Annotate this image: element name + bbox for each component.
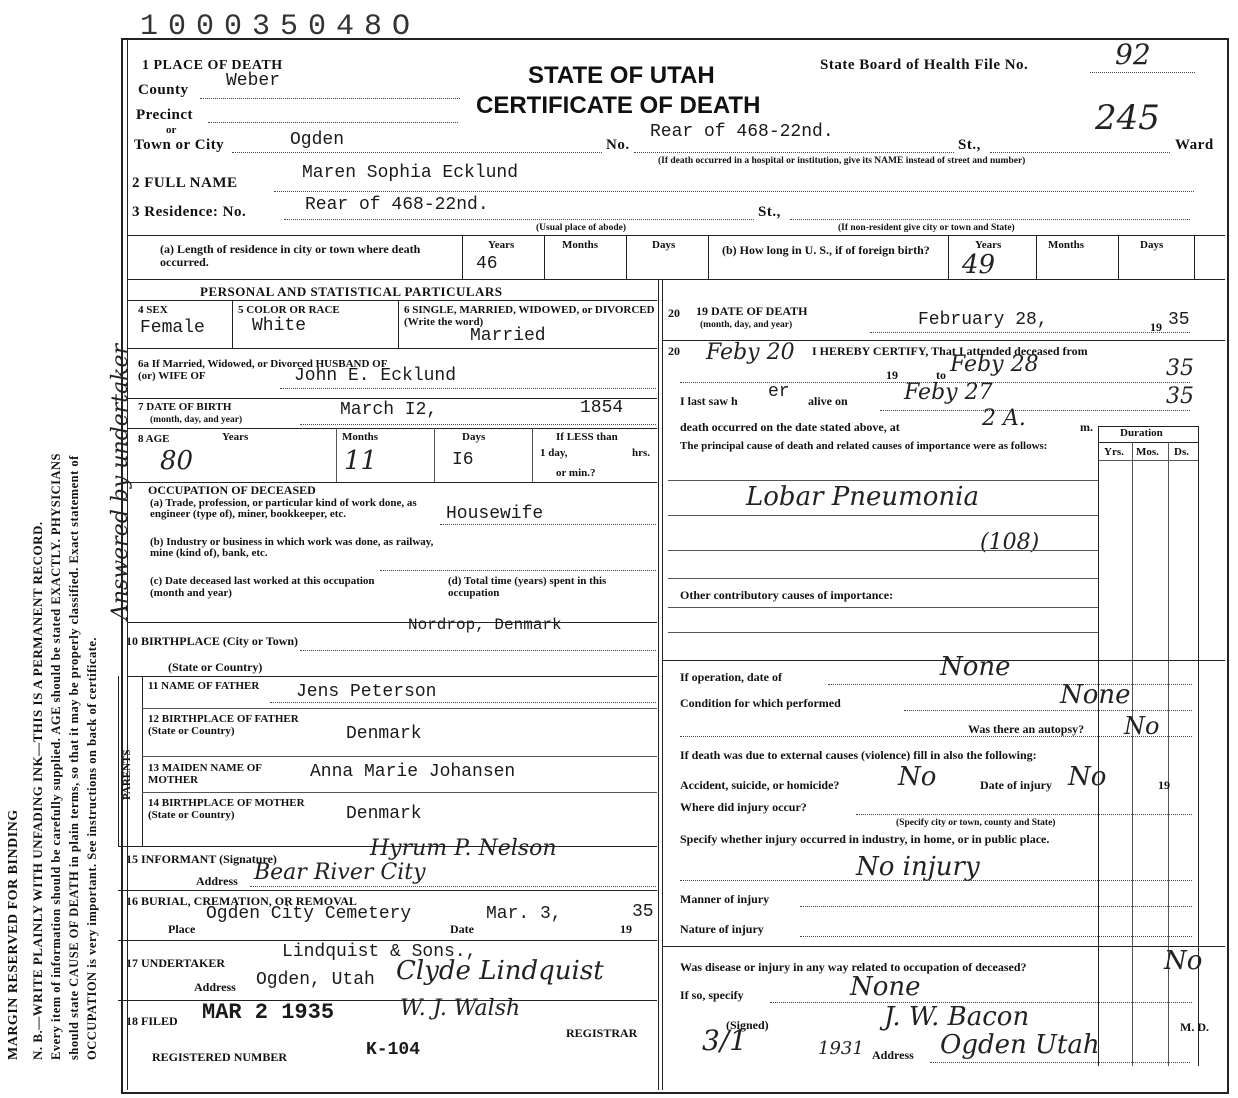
filed-stamp: MAR 2 1935: [202, 1000, 335, 1025]
cause-of-death: Lobar Pneumonia: [746, 482, 979, 512]
undertaker-address: Ogden, Utah: [256, 970, 375, 990]
accident-value: No: [898, 762, 937, 792]
father-name: Jens Peterson: [296, 682, 437, 702]
death-address: Rear of 468-22nd.: [650, 122, 834, 142]
full-name-label: 2 FULL NAME: [132, 175, 238, 191]
margin-instruction-4: OCCUPATION is very important. See instructions on back of certificate.: [85, 636, 99, 1060]
informant-address: Bear River City: [254, 860, 426, 885]
father-birthplace: Denmark: [346, 724, 422, 744]
residence-value: Rear of 468-22nd.: [305, 195, 489, 215]
operation-value: None: [940, 652, 1011, 682]
margin-instruction-2: Every item of information should be carefully supplied. AGE should be stated EXACTLY. PHYSICIANS: [49, 453, 63, 1060]
precinct-label: Precinct: [136, 107, 194, 123]
autopsy-value: No: [1124, 712, 1160, 740]
death-date-value: February 28,: [918, 310, 1048, 330]
us-years-value: 49: [962, 250, 996, 280]
death-hour: 2 A.: [982, 406, 1026, 431]
physician-address: Ogden Utah: [940, 1030, 1100, 1060]
us-length-label: (b) How long in U. S., if of foreign birth?: [722, 243, 930, 257]
parents-side-label: PARENTS: [121, 749, 133, 800]
sign-date: 3/1: [702, 1024, 748, 1057]
mother-name: Anna Marie Johansen: [310, 762, 516, 782]
marital-value: Married: [470, 326, 546, 346]
serial-number: 100035048O: [140, 10, 421, 44]
binding-margin-text: MARGIN RESERVED FOR BINDING: [6, 809, 21, 1060]
mother-birthplace: Denmark: [346, 804, 422, 824]
dob-year: 1854: [580, 398, 624, 418]
residence-label: 3 Residence: No.: [132, 204, 247, 220]
state-title: STATE OF UTAH: [528, 62, 715, 89]
age-years: 80: [160, 446, 194, 476]
registrar-signature: W. J. Walsh: [400, 996, 521, 1021]
sex-value: Female: [140, 318, 205, 338]
last-seen-date: Feby 27: [904, 380, 993, 405]
informant-signature: Hyrum P. Nelson: [370, 836, 557, 861]
age-days: I6: [452, 450, 474, 470]
personal-header: PERSONAL AND STATISTICAL PARTICULARS: [200, 284, 503, 299]
death-certificate-page: MARGIN RESERVED FOR BINDING N. B.—WRITE PLAINLY WITH UNFADING INK—THIS IS A PERMANENT RECORD. Every item of information should be carefully supplied. AGE should be stated EXACTLY. PHYSICIANS should state CAUSE OF DEATH in plain terms, so that it may be properly classified. Exact statement of OCCUPATION is very important. See instructions on back of certificate. Answered by undertaker 100035048O State Board of Health File No. 92 245 STATE OF UTAH CERTIFICATE OF DEATH 1 PLACE OF DEATH County Weber Precinct or Town or City Ogden No. Rear of 468-22nd. St., Ward (If death occurred in a hospital or institution, give its NAME instead of street and number) 2 FULL NAME Maren Sophia Ecklund 3 Residence: No. Rear of 468-22nd. St., (Usual place of abode) (If non-resident give city or town and State) (a) Length of residence in city or town where death occurred. Years Months Days 46 (b) How long in U. S., if of foreign birth? Years Months Days 49 PERSONAL AND STATISTICAL PARTICULARS 4 SEX Female 5 COLOR OR RACE White 6 SINGLE, MARRIED, WIDOWED, or DIVORCED (Write the word) Married 6a If Married, Widowed, or Divorced HUSBAND OF (or) WIFE OF John E. Ecklund 7 DATE OF BIRTH (month, day, and year) March I2, 1854 8 AGE Years Months Days If LESS than 1 day, hrs. or min.? 80 11 I6 OCCUPATION OF DECEASED (a) Trade, profession, or particular kind of work done, as engineer (type of), miner, bookkeeper, etc. Housewife (b) Industry or business in which work was done, as railway, mine (kind of), bank, etc. (c) Date deceased last worked at this occupation (month and year) (d) Total time (years) spent in this occupation 10 BIRTHPLACE (City or Town) Nordrop, Denmark (State or Country) PARENTS 11 NAME OF FATHER Jens Peterson 12 BIRTHPLACE OF FATHER (State or Country) Denmark 13 MAIDEN NAME OF MOTHER Anna Marie Johansen 14 BIRTHPLACE OF MOTHER (State or Country) Denmark 15 INFORMANT (Signature) Hyrum P. Nelson Address Bear River City 16 BURIAL, CREMATION, OR REMOVAL Ogden City Cemetery Place Mar. 3, Date 19 35 17 UNDERTAKER Lindquist & Sons., Address Ogden, Utah Clyde Lindquist 18 FILED MAR 2 1935 W. J. Walsh REGISTRAR REGISTERED NUMBER K-104 20 19 DATE OF DEATH (month, day, and year) February 28, 19 35 20 I HEREBY CERTIFY, That I attended deceased from Feby 20 19 to Feby 28 35 I last saw h er alive on Feby 27 35 death occurred on the date stated above, at 2 A. m. The principal cause of death and related causes of importance were as follows: Duration Yrs. Mos. Ds. Lobar Pneumonia (108) Other contributory causes of importance: If operation, date of None Condition for which performed None Was there an autopsy? No If death was due to external causes (violence) fill in also the following: Accident, suicide, or homicide? No Date of injury No 19 Where did injury occur? (Specify city or town, county and State) Specify whether injury occurred in industry, in home, or in public place. No injury Manner of injury Nature of injury Was disease or injury in any way related to occupation of deceased? No If so, specify None (Signed) J. W. Bacon M. D. 3/1 1931 Address Ogden Utah: [0, 0, 1238, 1098]
margin-instruction-3: should state CAUSE OF DEATH in plain terms, so that it may be properly classified. Exact statement of: [67, 455, 81, 1060]
hospital-note: (If death occurred in a hospital or institution, give its NAME instead of street and number): [658, 156, 1026, 166]
age-months: 11: [344, 446, 378, 476]
burial-place: Ogden City Cemetery: [206, 904, 412, 924]
burial-date: Mar. 3,: [486, 904, 562, 924]
certificate-title: CERTIFICATE OF DEATH: [476, 92, 761, 119]
county-label: County: [138, 82, 189, 98]
burial-year: 35: [632, 902, 654, 922]
attended-to: Feby 28: [950, 352, 1039, 377]
residence-years-value: 46: [476, 254, 498, 274]
cause-code: (108): [980, 530, 1040, 555]
occupation-value: Housewife: [446, 504, 544, 524]
undertaker-signature: Clyde Lindquist: [396, 956, 604, 986]
ward-number: 245: [1095, 98, 1160, 138]
physician-signature: J. W. Bacon: [884, 1002, 1030, 1032]
injury-date-value: No: [1068, 762, 1107, 792]
injury-place-value: No injury: [856, 852, 980, 882]
town-label: Town or City: [134, 137, 225, 153]
margin-instruction-1: N. B.—WRITE PLAINLY WITH UNFADING INK—THIS IS A PERMANENT RECORD.: [30, 521, 45, 1060]
place-of-death-label: 1 PLACE OF DEATH: [142, 58, 283, 73]
county-value: Weber: [226, 71, 281, 91]
attended-from: Feby 20: [706, 340, 795, 365]
spouse-value: John E. Ecklund: [294, 366, 457, 386]
town-value: Ogden: [290, 130, 345, 150]
death-year-value: 35: [1168, 310, 1190, 330]
birthplace-value: Nordrop, Denmark: [408, 616, 562, 634]
file-number-label: State Board of Health File No.: [820, 57, 1029, 73]
dob-value: March I2,: [340, 400, 438, 420]
undertaker-name: Lindquist & Sons.,: [282, 942, 477, 962]
occupation-related-value: No: [1164, 946, 1203, 976]
full-name-value: Maren Sophia Ecklund: [302, 163, 519, 183]
margin-handwriting: Answered by undertaker: [108, 343, 133, 620]
file-number-value: 92: [1115, 38, 1151, 71]
ifso-value: None: [850, 972, 921, 1002]
registered-number: K-104: [366, 1040, 421, 1060]
residence-length-label: (a) Length of residence in city or town where death occurred.: [160, 242, 421, 269]
race-value: White: [252, 316, 307, 336]
condition-value: None: [1060, 680, 1131, 710]
